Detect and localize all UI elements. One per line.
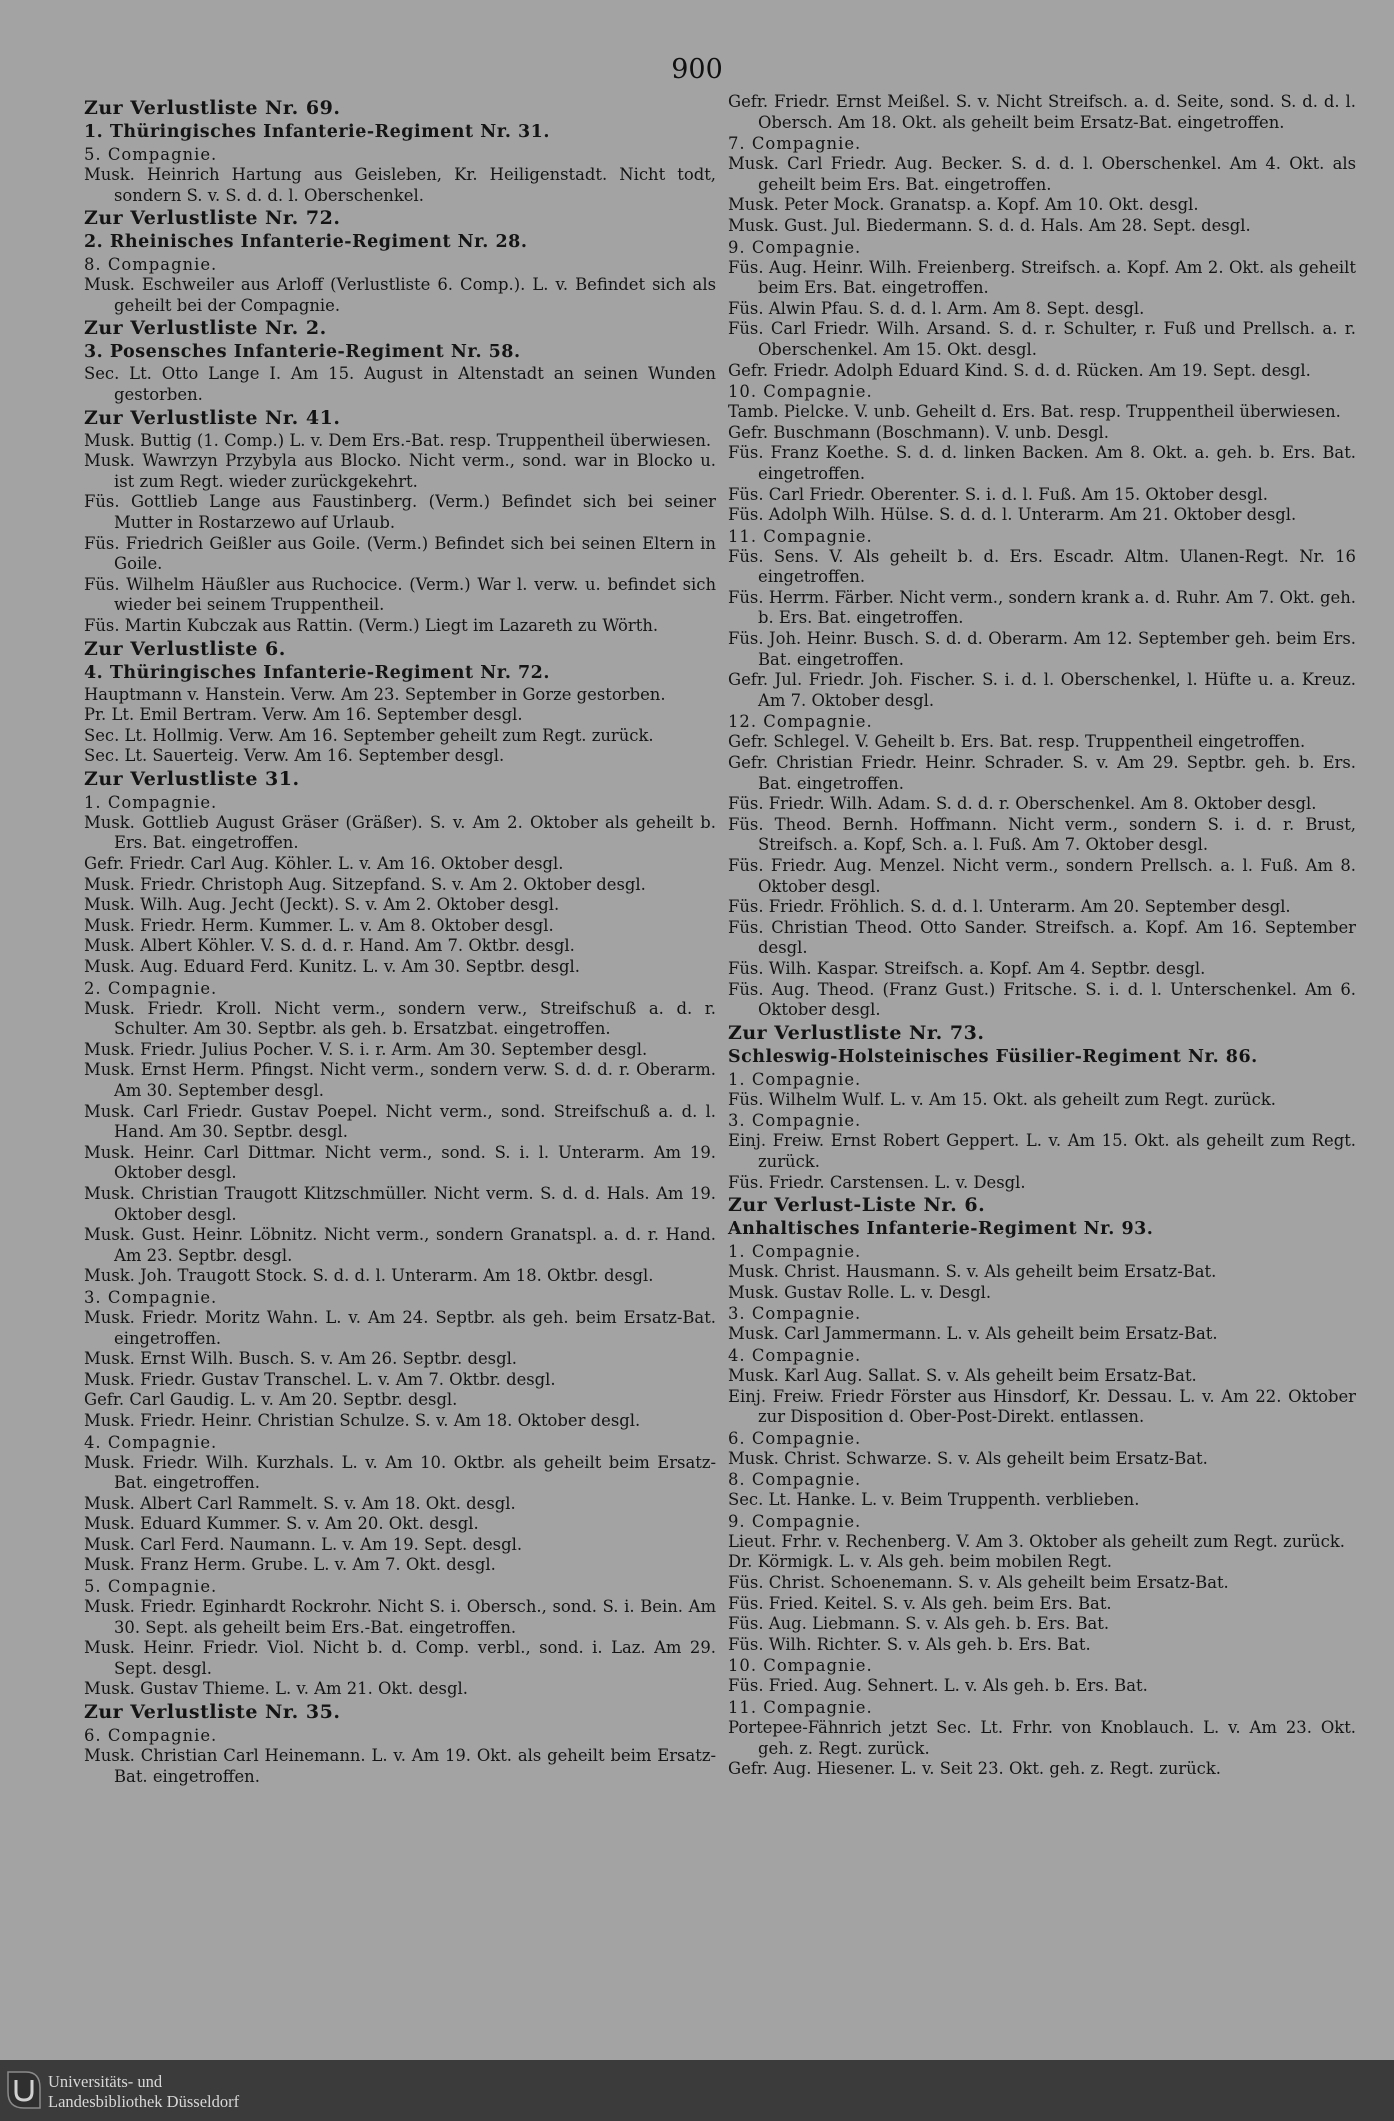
casualty-entry: Füs. Aug. Heinr. Wilh. Freienberg. Streifsch. a. Kopf. Am 2. Okt. als geheilt beim Ers. Bat. eingetroffen.	[728, 257, 1356, 298]
casualty-entry: Gefr. Buschmann (Boschmann). V. unb. Desgl.	[728, 422, 1110, 442]
list-heading: Zur Verlustliste Nr. 73.	[728, 1021, 985, 1044]
casualty-entry: Musk. Friedr. Christoph Aug. Sitzepfand. S. v. Am 2. Oktober desgl.	[84, 874, 646, 894]
casualty-entry: Sec. Lt. Hanke. L. v. Beim Truppenth. verblieben.	[728, 1490, 1140, 1510]
casualty-entry: Gefr. Jul. Friedr. Joh. Fischer. S. i. d. l. Oberschenkel, l. Hüfte u. a. Kreuz. Am 7. Oktober desgl.	[728, 670, 1356, 710]
list-heading: Zur Verlustliste 31.	[84, 767, 300, 790]
company-heading: 11. Compagnie.	[728, 1698, 873, 1718]
casualty-entry: Portepee-Fähnrich jetzt Sec. Lt. Frhr. von Knoblauch. L. v. Am 23. Okt. geh. z. Regt. zurück.	[728, 1718, 1356, 1758]
casualty-entry: Tamb. Pielcke. V. unb. Geheilt d. Ers. Bat. resp. Truppentheil überwiesen.	[728, 402, 1341, 422]
company-heading: 5. Compagnie.	[84, 145, 218, 164]
casualty-entry: Musk. Albert Carl Rammelt. S. v. Am 18. Okt. desgl.	[84, 1493, 516, 1513]
library-name-line2: Landesbibliothek Düsseldorf	[48, 2092, 240, 2111]
casualty-entry: Gefr. Carl Gaudig. L. v. Am 20. Septbr. desgl.	[84, 1390, 458, 1410]
regiment-heading: 4. Thüringisches Infanterie-Regiment Nr. 72.	[84, 662, 550, 683]
casualty-entry: Musk. Friedr. Moritz Wahn. L. v. Am 24. Septbr. als geh. beim Ersatz-Bat. eingetroffen.	[84, 1307, 716, 1348]
casualty-entry: Musk. Friedr. Julius Pocher. V. S. i. r. Arm. Am 30. September desgl.	[84, 1039, 648, 1059]
casualty-entry: Musk. Christian Traugott Klitzschmüller. Nicht verm. S. d. d. Hals. Am 19. Oktober desgl.	[84, 1183, 716, 1224]
casualty-entry: Musk. Friedr. Kroll. Nicht verm., sondern verw., Streifschuß a. d. r. Schulter. Am 30. Septbr. als geh. b. Ersatzbat. eingetroffen.	[84, 998, 716, 1039]
casualty-entry: Musk. Friedr. Wilh. Kurzhals. L. v. Am 10. Oktbr. als geheilt beim Ersatz-Bat. eingetroffen.	[84, 1452, 716, 1493]
regiment-heading: 3. Posensches Infanterie-Regiment Nr. 58.	[84, 342, 521, 363]
casualty-entry: Musk. Eschweiler aus Arloff (Verlustliste 6. Comp.). L. v. Befindet sich als geheilt bei der Compagnie.	[84, 275, 716, 315]
casualty-entry: Lieut. Frhr. v. Rechenberg. V. Am 3. Oktober als geheilt zum Regt. zurück.	[728, 1531, 1345, 1551]
casualty-entry: Hauptmann v. Hanstein. Verw. Am 23. September in Gorze gestorben.	[84, 684, 666, 704]
casualty-entry: Musk. Friedr. Gustav Transchel. L. v. Am 7. Oktbr. desgl.	[84, 1369, 556, 1389]
casualty-entry: Musk. Christ. Hausmann. S. v. Als geheilt beim Ersatz-Bat.	[728, 1262, 1217, 1282]
casualty-entry: Füs. Wilhelm Wulf. L. v. Am 15. Okt. als geheilt zum Regt. zurück.	[728, 1089, 1276, 1109]
casualty-entry: Füs. Friedr. Carstensen. L. v. Desgl.	[728, 1172, 1026, 1192]
company-heading: 4. Compagnie.	[84, 1432, 218, 1452]
company-heading: 1. Compagnie.	[84, 792, 218, 812]
casualty-entry: Musk. Gustav Thieme. L. v. Am 21. Okt. desgl.	[84, 1679, 468, 1699]
casualty-entry: Füs. Christ. Schoenemann. S. v. Als geheilt beim Ersatz-Bat.	[728, 1573, 1229, 1593]
company-heading: 10. Compagnie.	[728, 1656, 873, 1676]
casualty-entry: Füs. Gottlieb Lange aus Faustinberg. (Verm.) Befindet sich bei seiner Mutter in Rostarzewo auf Urlaub.	[84, 492, 716, 532]
casualty-entry: Musk. Peter Mock. Granatsp. a. Kopf. Am 10. Okt. desgl.	[728, 195, 1199, 215]
casualty-entry: Musk. Albert Köhler. V. S. d. d. r. Hand. Am 7. Oktbr. desgl.	[84, 936, 575, 956]
casualty-entry: Gefr. Friedr. Carl Aug. Köhler. L. v. Am 16. Oktober desgl.	[84, 854, 564, 874]
casualty-entry: Füs. Aug. Theod. (Franz Gust.) Fritsche. S. i. d. l. Unterschenkel. Am 6. Oktober desgl.	[728, 979, 1356, 1020]
casualty-entry: Musk. Friedr. Herm. Kummer. L. v. Am 8. Oktober desgl.	[84, 915, 554, 935]
casualty-entry: Füs. Alwin Pfau. S. d. d. l. Arm. Am 8. Sept. desgl.	[728, 298, 1145, 318]
casualty-entry: Sec. Lt. Sauerteig. Verw. Am 16. September desgl.	[84, 746, 505, 766]
casualty-entry: Einj. Freiw. Ernst Robert Geppert. L. v. Am 15. Okt. als geheilt zum Regt. zurück.	[728, 1131, 1356, 1171]
company-heading: 10. Compagnie.	[728, 382, 873, 402]
casualty-entry: Dr. Körmigk. L. v. Als geh. beim mobilen Regt.	[728, 1552, 1113, 1572]
casualty-entry: Einj. Freiw. Friedr Förster aus Hinsdorf, Kr. Dessau. L. v. Am 22. Oktober zur Disposition d. Ober-Post-Direkt. entlassen.	[728, 1386, 1356, 1427]
casualty-entry: Musk. Wilh. Aug. Jecht (Jeckt). S. v. Am 2. Oktober desgl.	[84, 895, 560, 915]
casualty-entry: Füs. Carl Friedr. Oberenter. S. i. d. l. Fuß. Am 15. Oktober desgl.	[728, 484, 1268, 504]
casualty-entry: Musk. Buttig (1. Comp.) L. v. Dem Ers.-Bat. resp. Truppentheil überwiesen.	[84, 430, 712, 450]
casualty-entry: Musk. Carl Friedr. Aug. Becker. S. d. d. l. Oberschenkel. Am 4. Okt. als geheilt beim Ers. Bat. eingetroffen.	[728, 154, 1356, 194]
company-heading: 1. Compagnie.	[728, 1242, 862, 1262]
company-heading: 3. Compagnie.	[728, 1304, 862, 1324]
casualty-entry: Musk. Joh. Traugott Stock. S. d. d. l. Unterarm. Am 18. Oktbr. desgl.	[84, 1266, 654, 1286]
casualty-entry: Musk. Heinrich Hartung aus Geisleben, Kr. Heiligenstadt. Nicht todt, sondern S. v. S. d. d. l. Oberschenkel.	[84, 165, 716, 205]
list-heading: Zur Verlustliste Nr. 69.	[84, 97, 341, 119]
casualty-entry: Füs. Aug. Liebmann. S. v. Als geh. b. Ers. Bat.	[728, 1614, 1110, 1634]
left-column	[84, 96, 716, 1787]
library-name	[48, 2072, 239, 2112]
company-heading: 6. Compagnie.	[728, 1428, 862, 1448]
casualty-entry: Füs. Fried. Aug. Sehnert. L. v. Als geh. b. Ers. Bat.	[728, 1676, 1148, 1696]
company-heading: 4. Compagnie.	[728, 1345, 862, 1365]
casualty-entry: Musk. Gust. Heinr. Löbnitz. Nicht verm., sondern Granatspl. a. d. r. Hand. Am 23. Septbr. desgl.	[84, 1225, 716, 1265]
casualty-entry: Füs. Sens. V. Als geheilt b. d. Ers. Escadr. Altm. Ulanen-Regt. Nr. 16 eingetroffen.	[728, 546, 1356, 587]
company-heading: 12. Compagnie.	[728, 712, 873, 732]
regiment-heading: 2. Rheinisches Infanterie-Regiment Nr. 28.	[84, 232, 528, 253]
company-heading: 9. Compagnie.	[728, 237, 862, 257]
casualty-entry: Musk. Carl Jammermann. L. v. Als geheilt beim Ersatz-Bat.	[728, 1324, 1218, 1344]
casualty-entry: Musk. Gottlieb August Gräser (Gräßer). S. v. Am 2. Oktober als geheilt b. Ers. Bat. eingetroffen.	[84, 812, 716, 853]
casualty-entry: Füs. Friedr. Fröhlich. S. d. d. l. Unterarm. Am 20. September desgl.	[728, 897, 1291, 917]
casualty-entry: Gefr. Aug. Hiesener. L. v. Seit 23. Okt. geh. z. Regt. zurück.	[728, 1759, 1222, 1779]
casualty-entry: Gefr. Friedr. Ernst Meißel. S. v. Nicht Streifsch. a. d. Seite, sond. S. d. d. l. Obersch. Am 18. Okt. als geheilt beim Ersatz-Bat. eingetroffen.	[728, 92, 1356, 132]
company-heading: 3. Compagnie.	[728, 1111, 862, 1131]
list-heading: Zur Verlustliste Nr. 41.	[84, 406, 341, 429]
casualty-entry: Füs. Friedrich Geißler aus Goile. (Verm.) Befindet sich bei seinen Eltern in Goile.	[84, 533, 716, 574]
casualty-entry: Musk. Karl Aug. Sallat. S. v. Als geheilt beim Ersatz-Bat.	[728, 1365, 1197, 1385]
list-heading: Zur Verlustliste Nr. 35.	[84, 1701, 341, 1724]
regiment-heading: Anhaltisches Infanterie-Regiment Nr. 93.	[728, 1219, 1154, 1240]
library-footer	[0, 2060, 1394, 2121]
company-heading: 8. Compagnie.	[84, 255, 218, 275]
casualty-entry: Musk. Eduard Kummer. S. v. Am 20. Okt. desgl.	[84, 1514, 479, 1534]
casualty-entry: Füs. Martin Kubczak aus Rattin. (Verm.) Liegt im Lazareth zu Wörth.	[84, 615, 659, 635]
casualty-entry: Musk. Carl Ferd. Naumann. L. v. Am 19. Sept. desgl.	[84, 1534, 523, 1554]
regiment-heading: Schleswig-Holsteinisches Füsilier-Regiment Nr. 86.	[728, 1046, 1258, 1067]
casualty-entry: Füs. Wilh. Kaspar. Streifsch. a. Kopf. Am 4. Septbr. desgl.	[728, 958, 1206, 978]
list-heading: Zur Verlustliste 6.	[84, 637, 286, 660]
company-heading: 11. Compagnie.	[728, 526, 873, 546]
casualty-entry: Gefr. Friedr. Adolph Eduard Kind. S. d. d. Rücken. Am 19. Sept. desgl.	[728, 360, 1311, 380]
casualty-entry: Gefr. Christian Friedr. Heinr. Schrader. S. v. Am 29. Septbr. geh. b. Ers. Bat. eingetroffen.	[728, 753, 1356, 793]
regiment-heading: 1. Thüringisches Infanterie-Regiment Nr. 31.	[84, 122, 550, 142]
casualty-entry: Füs. Wilh. Richter. S. v. Als geh. b. Ers. Bat.	[728, 1634, 1091, 1654]
right-column	[728, 92, 1356, 1780]
casualty-entry: Füs. Herrm. Färber. Nicht verm., sondern krank a. d. Ruhr. Am 7. Okt. geh. b. Ers. Bat. eingetroffen.	[728, 587, 1356, 628]
casualty-entry: Musk. Friedr. Heinr. Christian Schulze. S. v. Am 18. Oktober desgl.	[84, 1410, 641, 1430]
list-heading: Zur Verlust-Liste Nr. 6.	[728, 1194, 986, 1217]
company-heading: 1. Compagnie.	[728, 1069, 862, 1089]
casualty-entry: Füs. Wilhelm Häußler aus Ruchocice. (Verm.) War l. verw. u. befindet sich wieder bei seinem Truppentheil.	[84, 574, 716, 615]
ulb-logo-icon	[4, 2068, 44, 2112]
company-heading: 6. Compagnie.	[84, 1726, 218, 1746]
casualty-entry: Füs. Fried. Keitel. S. v. Als geh. beim Ers. Bat.	[728, 1593, 1112, 1613]
casualty-entry: Musk. Ernst Herm. Pfingst. Nicht verm., sondern verw. S. d. d. r. Oberarm. Am 30. September desgl.	[84, 1060, 716, 1100]
company-heading: 8. Compagnie.	[728, 1470, 862, 1490]
casualty-entry: Musk. Christian Carl Heinemann. L. v. Am 19. Okt. als geheilt beim Ersatz-Bat. eingetroffen.	[84, 1746, 716, 1786]
casualty-entry: Musk. Gustav Rolle. L. v. Desgl.	[728, 1282, 992, 1302]
casualty-entry: Musk. Franz Herm. Grube. L. v. Am 7. Okt. desgl.	[84, 1555, 496, 1575]
casualty-entry: Musk. Wawrzyn Przybyla aus Blocko. Nicht verm., sond. war in Blocko u. ist zum Regt. wieder zurückgekehrt.	[84, 451, 716, 491]
casualty-entry: Gefr. Schlegel. V. Geheilt b. Ers. Bat. resp. Truppentheil eingetroffen.	[728, 732, 1306, 752]
company-heading: 5. Compagnie.	[84, 1577, 218, 1597]
company-heading: 7. Compagnie.	[728, 134, 862, 154]
casualty-entry: Sec. Lt. Otto Lange I. Am 15. August in Altenstadt an seinen Wunden gestorben.	[84, 364, 716, 404]
casualty-entry: Musk. Gust. Jul. Biedermann. S. d. d. Hals. Am 28. Sept. desgl.	[728, 215, 1251, 235]
list-heading: Zur Verlustliste Nr. 2.	[84, 317, 327, 340]
casualty-entry: Füs. Adolph Wilh. Hülse. S. d. d. l. Unterarm. Am 21. Oktober desgl.	[728, 505, 1297, 525]
casualty-entry: Füs. Carl Friedr. Wilh. Arsand. S. d. r. Schulter, r. Fuß und Prellsch. a. r. Oberschenkel. Am 15. Okt. desgl.	[728, 319, 1356, 359]
page-number: 900	[671, 54, 723, 85]
company-heading: 3. Compagnie.	[84, 1287, 218, 1307]
casualty-entry: Musk. Friedr. Eginhardt Rockrohr. Nicht S. i. Obersch., sond. S. i. Bein. Am 30. Sept. als geheilt beim Ers.-Bat. eingetroffen.	[84, 1597, 716, 1637]
casualty-entry: Füs. Christian Theod. Otto Sander. Streifsch. a. Kopf. Am 16. September desgl.	[728, 917, 1356, 958]
casualty-entry: Füs. Friedr. Wilh. Adam. S. d. d. r. Oberschenkel. Am 8. Oktober desgl.	[728, 794, 1317, 814]
company-heading: 9. Compagnie.	[728, 1511, 862, 1531]
casualty-entry: Musk. Ernst Wilh. Busch. S. v. Am 26. Septbr. desgl.	[84, 1349, 518, 1369]
casualty-entry: Füs. Friedr. Aug. Menzel. Nicht verm., sondern Prellsch. a. l. Fuß. Am 8. Oktober desgl.	[728, 856, 1356, 896]
casualty-entry: Musk. Aug. Eduard Ferd. Kunitz. L. v. Am 30. Septbr. desgl.	[84, 957, 580, 977]
casualty-entry: Füs. Theod. Bernh. Hoffmann. Nicht verm., sondern S. i. d. r. Brust, Streifsch. a. Kopf, Sch. a. l. Fuß. Am 7. Oktober desgl.	[728, 814, 1356, 855]
casualty-entry: Sec. Lt. Hollmig. Verw. Am 16. September geheilt zum Regt. zurück.	[84, 725, 654, 745]
company-heading: 2. Compagnie.	[84, 978, 218, 998]
casualty-entry: Musk. Heinr. Carl Dittmar. Nicht verm., sond. S. i. l. Unterarm. Am 19. Oktober desgl.	[84, 1142, 716, 1183]
casualty-entry: Musk. Carl Friedr. Gustav Poepel. Nicht verm., sond. Streifschuß a. d. l. Hand. Am 30. Septbr. desgl.	[84, 1101, 716, 1142]
library-name-line1: Universitäts- und	[48, 2072, 163, 2091]
casualty-entry: Füs. Joh. Heinr. Busch. S. d. d. Oberarm. Am 12. September geh. beim Ers. Bat. eingetroffen.	[728, 629, 1356, 669]
list-heading: Zur Verlustliste Nr. 72.	[84, 207, 341, 230]
casualty-entry: Füs. Franz Koethe. S. d. d. linken Backen. Am 8. Okt. a. geh. b. Ers. Bat. eingetroffen.	[728, 443, 1356, 483]
casualty-entry: Musk. Heinr. Friedr. Viol. Nicht b. d. Comp. verbl., sond. i. Laz. Am 29. Sept. desgl.	[84, 1638, 716, 1678]
casualty-entry: Musk. Christ. Schwarze. S. v. Als geheilt beim Ersatz-Bat.	[728, 1448, 1208, 1468]
casualty-entry: Pr. Lt. Emil Bertram. Verw. Am 16. September desgl.	[84, 705, 523, 725]
